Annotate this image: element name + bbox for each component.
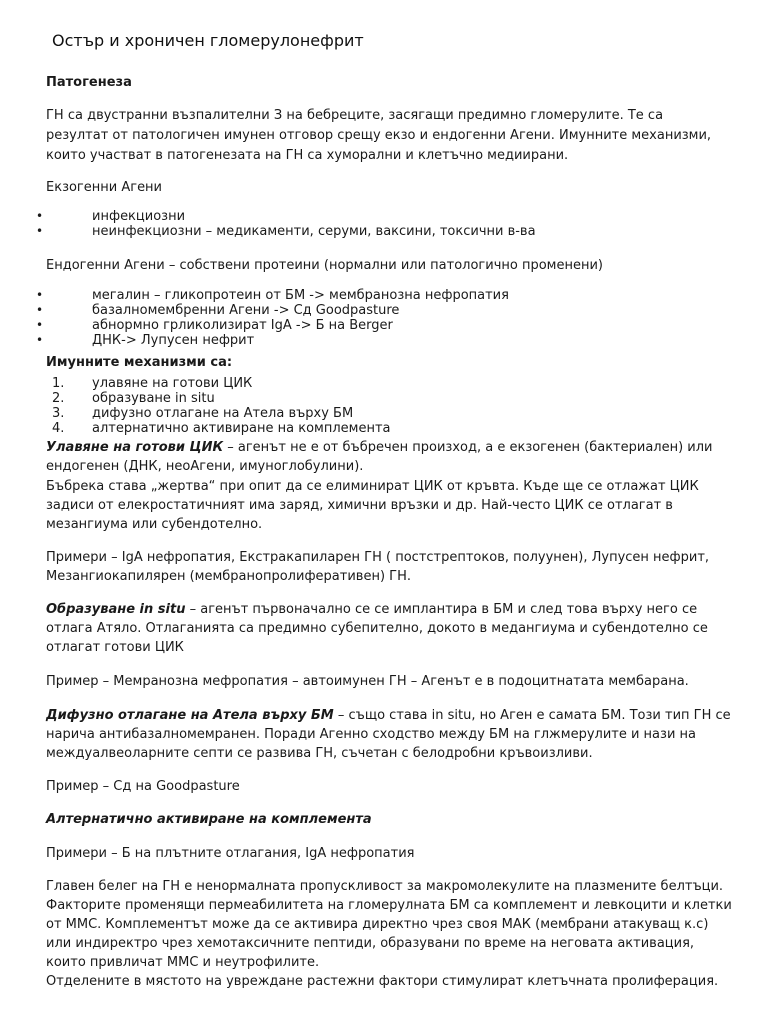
bullet-icon: •	[36, 224, 44, 238]
final-paragraph-2: Отделените в мястото на увреждане растежни фактори стимулират клетъчната пролиферация.	[46, 974, 719, 989]
bullet-icon: •	[36, 303, 44, 317]
diffuse-example: Пример – Сд на Goodpasture	[46, 779, 240, 794]
diffuse-term: Дифузно отлагане на Атела върху БМ	[46, 708, 334, 723]
cik-paragraph: Улавяне на готови ЦИК – агенът не е от бъбречен произход, а е екзогенен (бактериален) или ендогенен (ДНК, неоАгени, имуноглобулини).	[46, 440, 713, 474]
section-heading: Патогенеза	[46, 75, 132, 90]
bullet-icon: •	[36, 333, 44, 347]
in-situ-term: Образуване in situ	[46, 602, 186, 617]
intro-paragraph: ГН са двустранни възпалителни З на бебреците, засягащи предимно гломерулите. Те са резултат от патологичен имунен отговор срещу екзо и ендогенни Агени. Имунните механизми, които участват в патогенезата на ГН са хуморални и клетъчно медиирани.	[46, 108, 712, 163]
alternative-term: Алтернатично активиране на комплемента	[46, 812, 372, 827]
exogenous-label: Екзогенни Агени	[46, 180, 163, 195]
bullet-icon: •	[36, 209, 44, 223]
document-title: Остър и хроничен гломерулонефрит	[52, 31, 364, 50]
bullet-icon: •	[36, 318, 44, 332]
final-paragraph: Главен белег на ГН е ненормалната пропускливост за макромолекулите на плазмените белтъци. Факторите променящи пермеабилитета на гломерулната БМ са комплемент и левкоцити и клетки от ММС. Комплементът може да се активира директно чрез своя МАК (мембрани атакуващ к.с) или индиректро чрез хемотаксичните пептиди, образувани по време на неговата активация, които привличат ММС и неутрофилите.	[46, 879, 732, 970]
diffuse-paragraph: Дифузно отлагане на Атела върху БМ – също става in situ, но Аген е самата БМ. Този тип ГН се нарича антибазалномемранен. Поради Агенно сходство между БМ на глжмерулите и нази на междуалвеоларните септи се развива ГН, съчетан с белодробни кръвоизливи.	[46, 708, 731, 761]
cik-term: Улавяне на готови ЦИК	[46, 440, 224, 455]
endogenous-label: Ендогенни Агени – собствени протеини (нормални или патологично променени)	[46, 258, 603, 273]
cik-paragraph-2: Бъбрека става „жертва“ при опит да се елиминират ЦИК от кръвта. Къде ще се отлажат ЦИК задиси от елекростатичният има заряд, химични връзки и др. Най-често ЦИК се отлагат в мезангиума или субендотелно.	[46, 479, 699, 532]
alternative-example: Примери – Б на плътните отлагания, IgA нефропатия	[46, 846, 415, 861]
in-situ-example: Пример – Мемранозна мефропатия – автоимунен ГН – Агенът е в подоцитнатата мембарана.	[46, 674, 689, 689]
document-page: Остър и хроничен гломерулонефрит Патогенеза ГН са двустранни възпалителни З на бебреците, засягащи предимно гломерулите. Те са резултат от патологичен имунен отговор срещу екзо и ендогенни Агени. Имунните механизми, които участват в патогенезата на ГН са хуморални и клетъчно медиирани. Екзогенни Агени • инфекциозни • неинфекциозни – медикаменти, серуми, ваксини, токсични в-ва Ендогенни Агени – собствени протеини (нормални или патологично променени) • мегалин – гликопротеин от БМ -> мембранозна нефропатия • базалномембренни Агени -> Сд Goodpasture • абнормно грликолизират IgA -> Б на Berger • ДНК-> Лупусен нефрит Имунните механизми са: 1. улавяне на готови ЦИК 2. образуване in situ 3. дифузно отлагане на Атела върху БМ 4. алтернатично активиране на комплемента Улавяне на готови ЦИК – агенът не е от бъбречен произход, а е екзогенен (бактериален) или ендогенен (ДНК, неоАгени, имуноглобулини). Бъбрека става „жертва“ при опит да се елиминират ЦИК от кръвта. Къде ще се отлажат ЦИК задиси от елекростатичният има заряд, химични връзки и др. Най-често ЦИК се отлагат в мезангиума или субендотелно. Примери – IgA нефропатия, Екстракапиларен ГН ( постстрептоков, полуунен), Лупусен нефрит, Мезангиокапилярен (мембранопролиферативен) ГН. Образуване in situ – агенът първоначално се се имплантира в БМ и след това върху него се отлага Атяло. Отлаганията са предимно субепително, докото в медангиума и субендотелно се отлагат готови ЦИК Пример – Мемранозна мефропатия – автоимунен ГН – Агенът е в подоцитнатата мембарана. Дифузно отлагане на Атела върху БМ – също става in situ, но Аген е самата БМ. Този тип ГН се нарича антибазалномемранен. Поради Агенно сходство между БМ на глжмерулите и нази на междуалвеоларните септи се развива ГН, съчетан с белодробни кръвоизливи. Пример – Сд на Goodpasture Алтернатично активиране на комплемента Примери – Б на плътните отлагания, IgA нефропатия Главен белег на ГН е ненормалната пропускливост за макромолекулите на плазмените белтъци. Факторите променящи пермеабилитета на гломерулната БМ са комплемент и левкоцити и клетки от ММС. Комплементът може да се активира директно чрез своя МАК (мембрани атакуващ к.с) или индиректро чрез хемотаксичните пептиди, образувани по време на неговата активация, които привличат ММС и неутрофилите. Отделените в мястото на увреждане растежни фактори стимулират клетъчната пролиферация.	[0, 0, 768, 1024]
bullet-icon: •	[36, 288, 44, 302]
cik-examples: Примери – IgA нефропатия, Екстракапиларен ГН ( постстрептоков, полуунен), Лупусен нефрит, Мезангиокапилярен (мембранопролиферативен) ГН.	[46, 550, 710, 584]
mechanisms-heading: Имунните механизми са:	[46, 355, 233, 370]
in-situ-paragraph: Образуване in situ – агенът първоначално се се имплантира в БМ и след това върху него се отлага Атяло. Отлаганията са предимно субепително, докото в медангиума и субендотелно се отлагат готови ЦИК	[46, 602, 708, 655]
